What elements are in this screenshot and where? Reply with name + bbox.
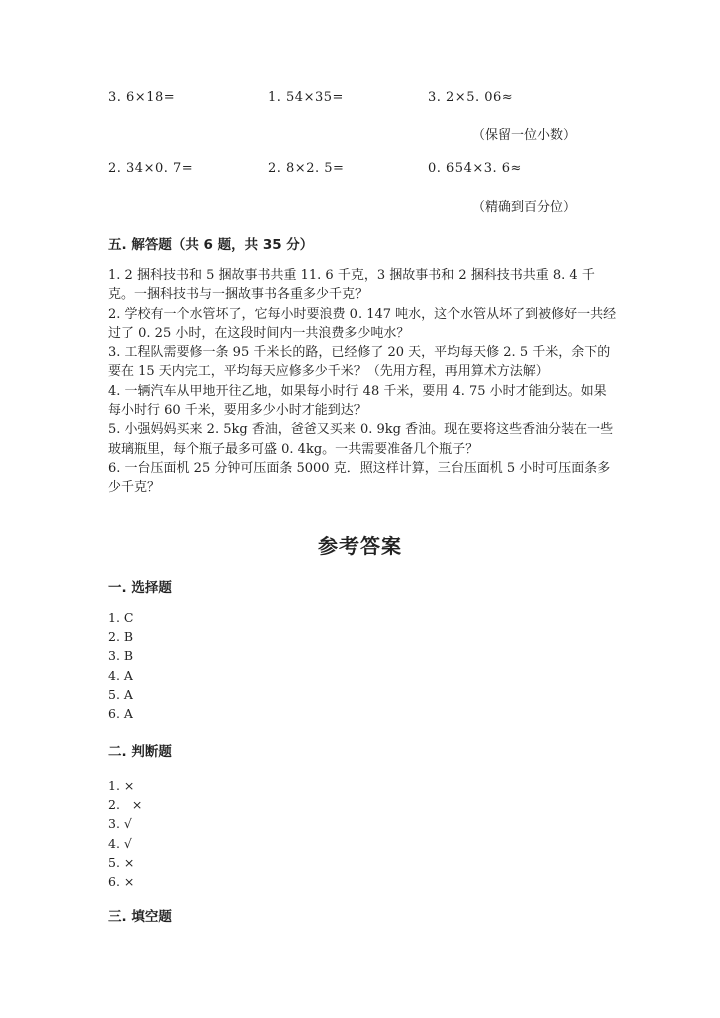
calc-item-6: 0. 654×3. 6≈ bbox=[428, 161, 522, 176]
word-problem-4: 4. 一辆汽车从甲地开往乙地，如果每小时行 48 千米，要用 4. 75 小时才能到达。如果每小时行 60 千米，要用多少小时才能到达？ bbox=[108, 383, 607, 419]
calc-item-5: 2. 8×2. 5= bbox=[268, 161, 345, 176]
answer-item: 2. × bbox=[108, 797, 143, 813]
answer-item: 6. × bbox=[108, 874, 135, 890]
answer-list-judgement bbox=[108, 776, 142, 891]
word-problem-2: 2. 学校有一个水管坏了，它每小时要浪费 0. 147 吨水，这个水管从坏了到被修好一共经过了 0. 25 小时，在这段时间内一共浪费多少吨水？ bbox=[108, 306, 617, 341]
answer-item: 3. √ bbox=[108, 816, 132, 832]
answer-item: 3. B bbox=[108, 648, 134, 664]
word-problem-5: 5. 小强妈妈买来 2. 5kg 香油，爸爸又买来 0. 9kg 香油。现在要将这些香油分装在一些玻璃瓶里，每个瓶子最多可盛 0. 4kg。一共需要准备几个瓶子？ bbox=[108, 422, 614, 457]
answer-item: 4. √ bbox=[108, 835, 132, 851]
calc-item-3: 3. 2×5. 06≈ bbox=[428, 90, 514, 105]
answer-item: 1. × bbox=[108, 778, 135, 793]
calc-note-1: （保留一位小数） bbox=[472, 128, 577, 143]
calc-item-1: 3. 6×18= bbox=[108, 90, 176, 105]
answer-item: 1. C bbox=[108, 610, 134, 625]
answer-section-heading-1: 一. 选择题 bbox=[108, 580, 172, 596]
answer-item: 4. A bbox=[108, 667, 133, 683]
word-problem-6: 6. 一台压面机 25 分钟可压面条 5000 克．照这样计算，三台压面机 5 小时可压面条多少千克？ bbox=[108, 460, 611, 496]
word-problem-1: 1. 2 捆科技书和 5 捆故事书共重 11. 6 千克，3 捆故事书和 2 捆科技书共重 8. 4 千克。一捆科技书与一捆故事书各重多少千克？ bbox=[108, 268, 595, 303]
answer-section-heading-3: 三. 填空题 bbox=[108, 909, 172, 925]
section-heading-5: 五. 解答题（共 6 题，共 35 分） bbox=[108, 237, 314, 253]
calc-item-2: 1. 54×35= bbox=[268, 90, 344, 105]
calc-note-2: （精确到百分位） bbox=[472, 200, 577, 215]
calc-item-4: 2. 34×0. 7= bbox=[108, 161, 194, 176]
answer-item: 5. A bbox=[108, 686, 133, 702]
answer-list-choice bbox=[108, 608, 133, 723]
answer-item: 5. × bbox=[108, 854, 135, 870]
answer-section-heading-2: 二. 判断题 bbox=[108, 744, 172, 760]
word-problems-list bbox=[108, 266, 618, 498]
answer-item: 2. B bbox=[108, 629, 134, 645]
answer-key-title: 参考答案 bbox=[318, 534, 402, 558]
answer-item: 6. A bbox=[108, 706, 133, 722]
word-problem-3: 3. 工程队需要修一条 95 千米长的路，已经修了 20 天，平均每天修 2. 5 千米，余下的要在 15 天内完工，平均每天应修多少千米？（先用方程，再用算术方法解） bbox=[108, 345, 611, 380]
